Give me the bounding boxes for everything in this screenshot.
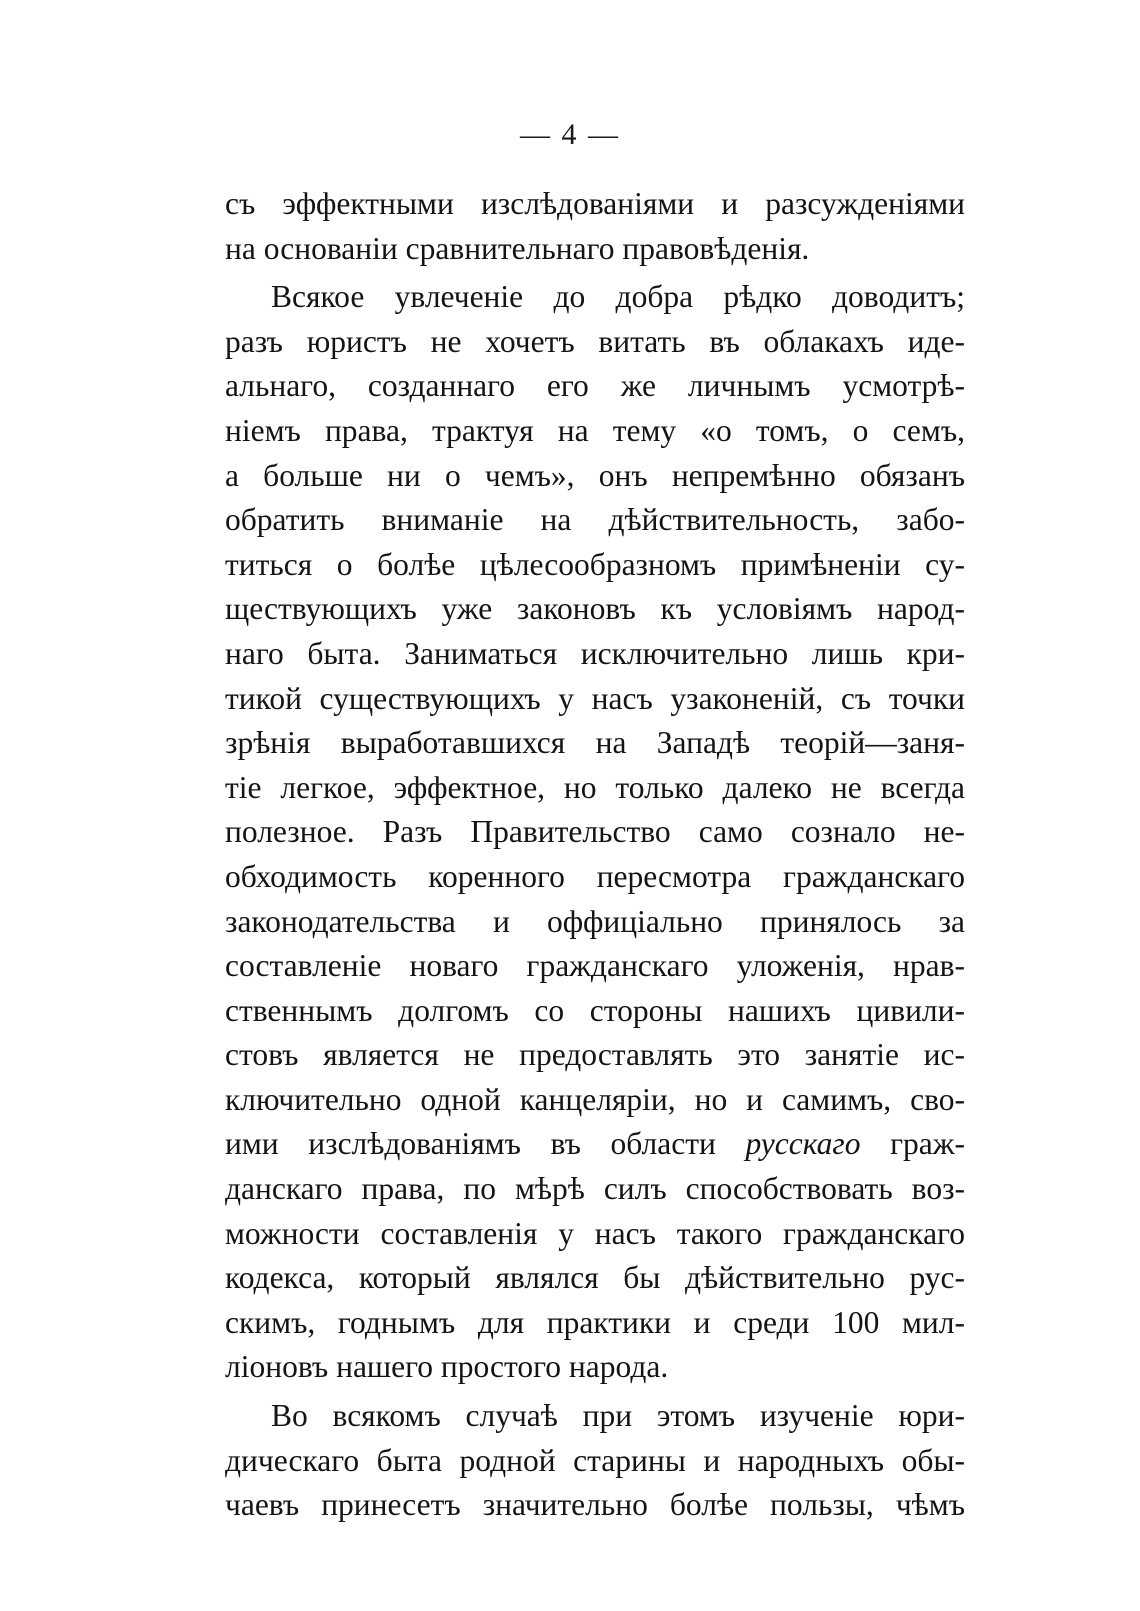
text-line: наго быта. Заниматься исключительно лишь кри- <box>225 635 965 671</box>
text-line: Во всякомъ случаѣ при этомъ изученіе юри- <box>271 1398 965 1434</box>
text-line: ліоновъ нашего простого народа. <box>225 1349 669 1385</box>
text-line: ключительно одной канцеляріи, но и самимъ, сво- <box>225 1081 965 1117</box>
text-line: обходимость коренного пересмотра гражданскаго <box>225 858 965 894</box>
text-line: стовъ является не предоставлять это занятіе ис- <box>225 1037 965 1073</box>
text-line: обратить вниманіе на дѣйствительность, забо- <box>225 502 965 538</box>
text-segment: ими изслѣдованіямъ въ области <box>225 1126 746 1162</box>
text-line: а больше ни о чемъ», онъ непремѣнно обязанъ <box>225 457 965 493</box>
text-line: съ эффектными изслѣдованіями и разсужденіями <box>225 186 965 221</box>
text-line-with-italic <box>225 1122 965 1167</box>
text-line: полезное. Разъ Правительство само сознало не- <box>225 814 965 850</box>
body-text <box>225 182 965 1528</box>
text-line: ственнымъ долгомъ со стороны нашихъ цивили- <box>225 992 965 1028</box>
text-line: альнаго, созданнаго его же личнымъ усмотрѣ- <box>225 368 965 404</box>
text-line: зрѣнія выработавшихся на Западѣ теорій—заня- <box>225 725 965 761</box>
text-line: скимъ, годнымъ для практики и среди 100 мил- <box>225 1304 965 1340</box>
text-line: разъ юристъ не хочетъ витать въ облакахъ иде- <box>225 323 965 359</box>
text-line: тикой существующихъ у насъ узаконеній, съ точки <box>225 680 965 716</box>
text-line: чаевъ принесетъ значительно болѣе пользы, чѣмъ <box>225 1487 965 1523</box>
text-line: данскаго права, по мѣрѣ силъ способствовать воз- <box>225 1171 965 1207</box>
text-line: на основаніи сравнительнаго правовѣденія. <box>225 230 810 266</box>
text-line: титься о болѣе цѣлесообразномъ примѣненіи су- <box>225 546 965 582</box>
text-line: можности составленія у насъ такого гражданскаго <box>225 1215 965 1251</box>
text-line: составленіе новаго гражданскаго уложенія, нрав- <box>225 948 965 984</box>
text-line: тіе легкое, эффектное, но только далеко не всегда <box>225 769 965 805</box>
text-segment: граж- <box>860 1126 966 1162</box>
text-line: дическаго быта родной старины и народныхъ обы- <box>225 1442 965 1478</box>
text-line: ществующихъ уже законовъ къ условіямъ народ- <box>225 591 965 627</box>
italic-word: русскаго <box>745 1126 861 1162</box>
text-line: законодательства и оффиціально принялось за <box>225 903 965 939</box>
text-line: кодекса, который являлся бы дѣйствительно рус- <box>225 1260 965 1296</box>
page-number: — 4 — <box>520 118 620 151</box>
text-line: Всякое увлеченіе до добра рѣдко доводитъ; <box>271 279 965 315</box>
text-line: ніемъ права, трактуя на тему «о томъ, о семъ, <box>225 412 965 448</box>
